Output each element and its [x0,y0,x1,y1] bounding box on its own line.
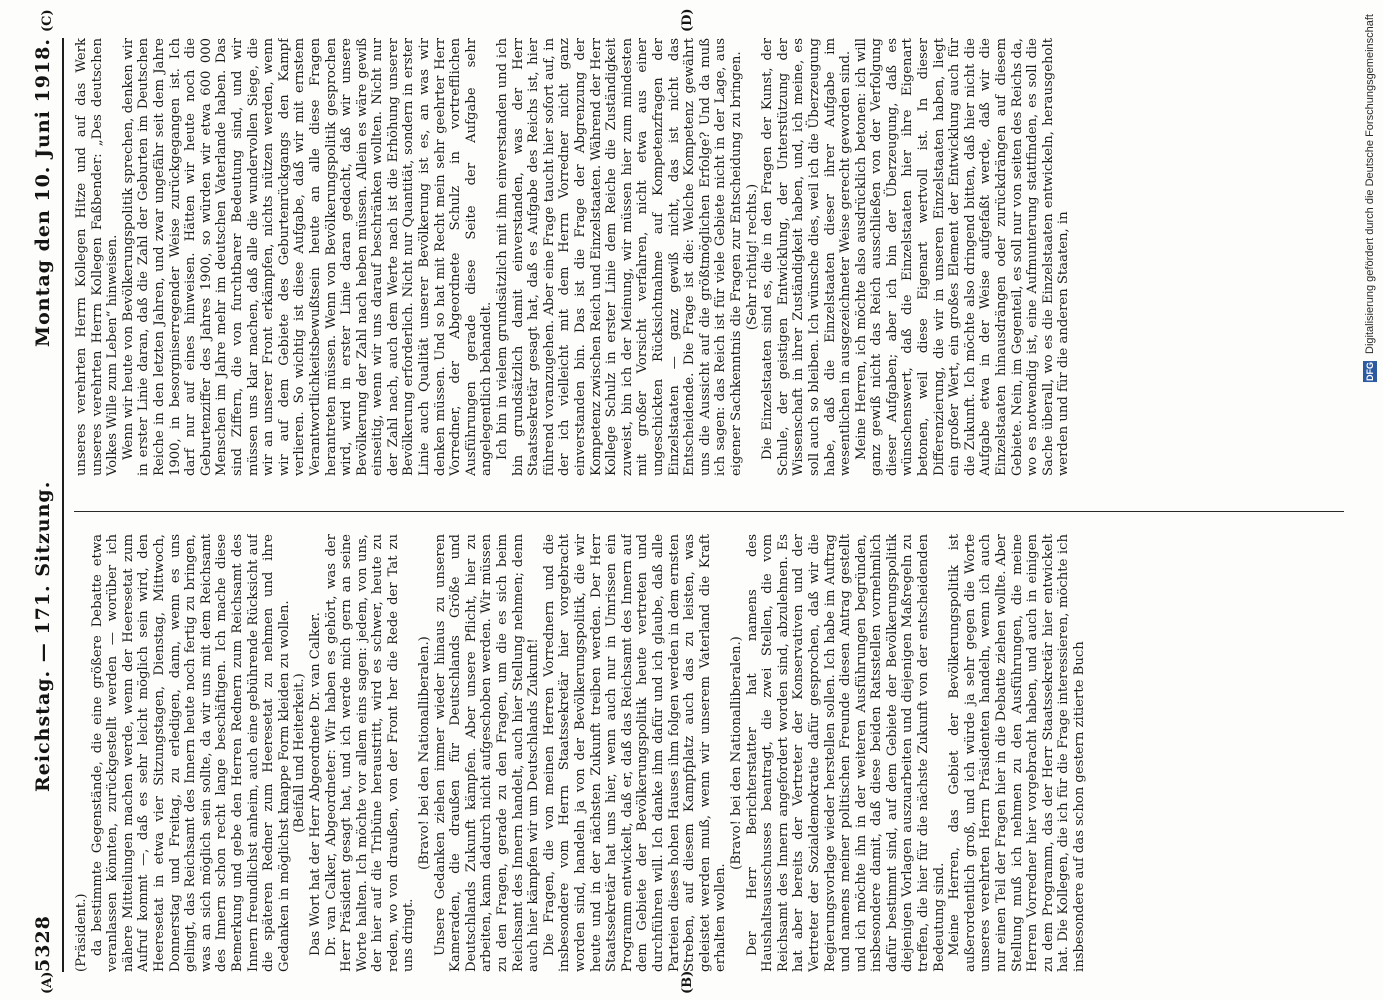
dfg-logo: DFG [1365,362,1375,382]
speaker-tag: (Präsident.) [74,893,89,972]
paragraph: Meine Herren, das Gebiet der Bevölkerungspolitik ist außerordentlich groß, und ich würde ja sehr gegen die Worte unseres verehrten Herrn Präsidenten handeln, wenn ich auch nur einen Teil der Fragen hier in die Debatte ziehen wollte. Aber Stellung muß ich nehmen zu den Ausführungen, die meine Herren Vorredner hier vorgebracht haben, und auch in einigen zu dem Programm, das der Herr Staatssekretär hier entwickelt hat. Die Kollegen, die ich für die Frage interessieren, möchte ich insbesondere auf das schon gestern zitierte Buch [947,534,1087,972]
paragraph: Dr. van Calker, Abgeordneter: Wir haben es gehört, was der Herr Präsident gesagt hat, und ich werde mich gern an seine Worte halten. Ich möchte vor allem eins sagen: jedem, von uns, der hier auf die Tribüne heraustritt, wird es schwer, heute zu reden, wo von draußen, von der Front her die Rede der Tat zu uns dringt. [323,534,417,972]
paragraph: Unsere Gedanken ziehen immer wieder hinaus zu unseren Kameraden, die draußen für Deutschlands Größe und Deutschlands Zukunft kämpfen. Aber unsere Pflicht, hier zu arbeiten, kann dadurch nicht aufgeschoben werden. Wir müssen zu den Fragen, gerade zu den Fragen, um die es sich beim Reichsamt des Innern handelt, auch hier Stellung nehmen; denn auch hier kämpfen wir um Deutschlands Zukunft! [432,534,542,972]
column-divider [74,511,1344,512]
paragraph: Ich bin in vielem grundsätzlich mit ihm einverstanden und ich bin grundsätzlich damit einverstanden, was der Herr Staatssekretär gesagt hat, daß es Aufgabe des Reichs ist, hier führend voranzugehen. Aber eine Frage taucht hier sofort auf, in der ich vielleicht mit dem Herrn Vorredner nicht ganz einverstanden bin. Das ist die Frage der Abgrenzung der Kompetenz zwischen Reich und Einzelstaaten. Während der Herr Kollege Schulz in erster Linie dem Reiche die Zuständigkeit zuweist, bin ich der Meinung, wir müssen hier zum mindesten mit großer Vorsicht verfahren, nicht etwa aus einer ungeschickten Rücksichtnahme auf Kompetenzfragen der Einzelstaaten — ganz gewiß nicht, das ist nicht das Entscheidende. Die Frage ist die: Welche Kompetenz gewährt uns die Aussicht auf die größtmöglichen Erfolge? Und da muß ich sagen: das Reich ist für viele Gebiete nicht in der Lage, aus eigener Sachkenntnis die Fragen zur Entscheidung zu bringen. [495,38,744,476]
paragraph: Das Wort hat der Herr Abgeordnete Dr. van Calker. [307,612,323,956]
page-number: 5328 [32,915,54,972]
margin-marker-d: (D) [680,8,695,32]
running-header [22,38,64,972]
right-column [74,38,1344,476]
paragraph: Der Herr Berichterstatter hat namens des Haushaltsausschusses beantragt, die zwei Stellen, die vom Reichsamt des Innern angefordert worden sind, abzulehnen. Es hat aber bereits der Vertreter der Konservativen und der Vertreter der Sozialdemokratie dafür gesprochen, daß wir die Regierungsvorlage wieder herstellen sollen. Ich habe im Auftrag und namens meiner politischen Freunde diesen Antrag gestellt und ich möchte ihn in der weiteren Ausführungen begründen, insbesondere damit, daß diese beiden Ratsstellen vornehmlich dafür bestimmt sind, auf dem Gebiete der Bevölkerungspolitik diejenigen Vorlagen auszuarbeiten und diejenigen Maßregeln zu treffen, die hier für die nächste Zukunft von der entscheidenden Bedeutung sind. [744,534,947,972]
paragraph: Die Fragen, die von meinen Herren Vorrednern und die insbesondere vom Herrn Staatssekretär hier vorgebracht worden sind, handeln ja von der Bevölkerungspolitik, die wir heute und in der nächsten Zukunft treiben werden. Der Herr Staatssekretär hat uns hier, wenn auch nur in Umrissen ein Programm entwickelt, daß er, daß das Reichsamt des Innern auf dem Gebiete der Bevölkerungspolitik heute vertreten und durchführen will. Ich danke ihm dafür und ich glaube, daß alle Parteien dieses hohen Hauses ihm folgen werden in dem ernsten Streben, auf diesem Kampfplatz auch das zu leisten, was geleistet werden muß, wenn wir unserem Vaterland die Kraft erhalten wollen. [541,534,729,972]
left-column [74,534,1344,972]
paragraph: Wenn wir heute von Bevölkerungspolitik sprechen, denken wir in erster Linie daran, daß die Zahl der Geburten im Deutschen Reiche in den letzten Jahren, und zwar ungefähr seit dem Jahre 1900, in besorgniserregender Weise zurückgegangen ist. Ich darf nur auf eines hinweisen. Hätten wir heute noch die Geburtenziffer des Jahres 1900, so würden wir etwa 600 000 Menschen im Jahre mehr im deutschen Vaterlande haben. Das sind Ziffern, die von furchtbarer Bedeutung sind, und wir müssen uns klar machen, daß alle die wundervollen Siege, die wir an unserer Front erkämpfen, nichts nützen werden, wenn wir auf dem Gebiete des Geburtenrückgangs den Kampf verlieren. So wichtig ist diese Aufgabe, daß wir mit ernstem Verantwortlichkeitsbewußtsein heute an alle diese Fragen herantreten müssen. Wenn von Bevölkerungspolitik gesprochen wird, wird in erster Linie daran gedacht, daß wir unsere Bevölkerung der Zahl nach heben müssen. Allein es wäre gewiß einseitig, wenn wir uns darauf beschränken wollten. Nicht nur der Zahl nach, auch dem Werte nach ist die Erhöhung unserer Bevölkerung erforderlich. Nicht nur Quantität, sondern in erster Linie auch Qualität unserer Bevölkerung ist es, an was wir denken müssen. Und so hat mit Recht mein sehr geehrter Herr Vorredner, der Abgeordnete Schulz in vortrefflichen Ausführungen gerade diese Seite der Aufgabe sehr angelegentlich behandelt. [120,38,495,476]
paragraph: Meine Herren, ich möchte also ausdrücklich betonen: ich will ganz gewiß nicht das Reich ausschließen von der Verfolgung dieser Aufgaben; aber ich bin der Überzeugung, daß es wünschenswert, daß die Einzelstaaten hier ihre Eigenart betonen, weil diese Eigenart wertvoll ist. In dieser Differenzierung, die wir in unseren Einzelstaaten haben, liegt ein großer Wert, ein großes Element der Entwicklung auch für die Zukunft. Ich möchte also dringend bitten, daß hier nicht die Aufgabe etwa in der Weise aufgefaßt werde, daß wir die Einzelstaaten hinausdrängen oder zurückdrängen auf diesem Gebiete. Nein, im Gegenteil, es soll nur von seiten des Reichs da, wo es notwendig ist, eine Aufmunterung stattfinden, es soll die Sache überall, wo es die Einzelstaaten entwickeln, herausgeholt werden und für die anderen Staaten, in [853,38,1072,476]
credit-text: Digitalisierung gefördert durch die Deutsche Forschungsgemeinschaft [1364,14,1376,354]
paragraph: Die Einzelstaaten sind es, die in den Fragen der Kunst, der Schule, der geistigen Entwicklung, der Unterstützung der Wissenschaft in ihrer Zuständigkeit haben, und, ich meine, es soll auch so bleiben. Ich wünsche dies, weil ich die Überzeugung habe, daß die Einzelstaaten dieser ihrer Aufgabe im wesentlichen in ausgezeichneter Weise gerecht geworden sind. [760,38,854,476]
margin-marker-a: (A) [40,971,55,994]
interjection: (Sehr richtig! rechts.) [744,183,760,331]
interjection: (Bravo! bei den Nationalliberalen.) [728,636,744,870]
session-date: Montag den 10. Juni 1918. [32,38,54,347]
session-title: Reichstag. — 171. Sitzung. [32,480,54,792]
interjection: (Bravo! bei den Nationalliberalen.) [417,636,433,870]
paragraph: unseres verehrten Herrn Kollegen Hitze und auf das Werk unseres verehrten Herrn Kollegen Faßbender: „Des deutschen Volkes Wille zum Leben“ hinweisen. [74,38,121,476]
margin-marker-b: (B) [680,970,695,994]
paragraph: da bestimmte Gegenstände, die eine größere Debatte etwa veranlassen könnten, zurückgestellt werden — worüber ich nähere Mitteilungen machen werde, wenn der Heeresetat zum Aufruf kommt —, daß es sehr leicht möglich sein wird, den Heeresetat in etwa vier Sitzungstagen, Dienstag, Mittwoch, Donnerstag und Freitag, zu erledigen, dann, wenn es uns gelingt, das Reichsamt des Innern heute noch fertig zu bringen, was an sich möglich sein sollte, da wir uns mit dem Reichsamt des Innern schon recht lange beschäftigen. Ich mache diese Bemerkung und gebe den Herren Rednern zum Reichsamt des Innern freundlichst anheim, auch eine gebührende Rücksicht auf die späteren Redner zum Heeresetat zu nehmen und ihre Gedanken in möglichst knappe Form kleiden zu wollen. [89,534,292,972]
interjection: (Beifall und Heiterkeit.) [292,673,308,833]
digitization-credit [1363,14,1377,382]
margin-marker-c: (C) [40,9,55,32]
